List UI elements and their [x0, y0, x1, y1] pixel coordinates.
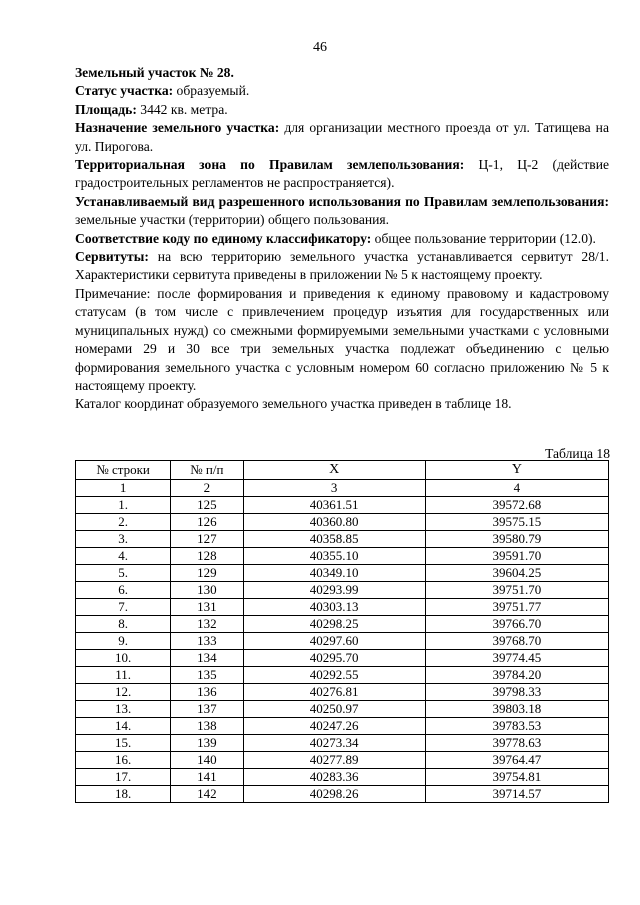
- cell-y: 39754.81: [425, 769, 608, 786]
- table-row: [76, 701, 609, 718]
- table-row: [76, 633, 609, 650]
- cell-y: 39764.47: [425, 752, 608, 769]
- cell-pp-number: 127: [171, 531, 243, 548]
- plot-description: [75, 64, 609, 414]
- table-row: [76, 684, 609, 701]
- area-label: Площадь:: [75, 101, 137, 117]
- cell-x: 40276.81: [243, 684, 425, 701]
- cell-x: 40247.26: [243, 718, 425, 735]
- cell-row-number: 17.: [76, 769, 171, 786]
- cell-x: 40349.10: [243, 565, 425, 582]
- cell-pp-number: 133: [171, 633, 243, 650]
- column-number: 3: [243, 480, 425, 497]
- cell-row-number: 2.: [76, 514, 171, 531]
- plot-zone: [75, 156, 609, 193]
- cell-y: 39604.25: [425, 565, 608, 582]
- cell-y: 39575.15: [425, 514, 608, 531]
- cell-x: 40297.60: [243, 633, 425, 650]
- table-row: [76, 582, 609, 599]
- header-x: X: [243, 461, 425, 480]
- header-y: Y: [425, 461, 608, 480]
- coordinates-table: [75, 460, 609, 803]
- table-row: [76, 514, 609, 531]
- cell-y: 39778.63: [425, 735, 608, 752]
- cell-row-number: 18.: [76, 786, 171, 803]
- cell-x: 40298.26: [243, 786, 425, 803]
- plot-catalog: Каталог координат образуемого земельного участка приведен в таблице 18.: [75, 396, 512, 412]
- cell-pp-number: 140: [171, 752, 243, 769]
- cell-pp-number: 135: [171, 667, 243, 684]
- cell-pp-number: 126: [171, 514, 243, 531]
- table-row: [76, 650, 609, 667]
- cell-pp-number: 128: [171, 548, 243, 565]
- cell-y: 39714.57: [425, 786, 608, 803]
- cell-y: 39572.68: [425, 497, 608, 514]
- cell-row-number: 14.: [76, 718, 171, 735]
- cell-row-number: 1.: [76, 497, 171, 514]
- cell-row-number: 7.: [76, 599, 171, 616]
- cell-row-number: 9.: [76, 633, 171, 650]
- cell-x: 40293.99: [243, 582, 425, 599]
- cell-pp-number: 131: [171, 599, 243, 616]
- cell-y: 39591.70: [425, 548, 608, 565]
- cell-y: 39784.20: [425, 667, 608, 684]
- cell-row-number: 12.: [76, 684, 171, 701]
- table-row: [76, 735, 609, 752]
- table-row: [76, 531, 609, 548]
- cell-y: 39774.45: [425, 650, 608, 667]
- cell-x: 40298.25: [243, 616, 425, 633]
- plot-classifier: [75, 230, 609, 248]
- servitude-value: на всю территорию земельного участка устанавливается сервитут 28/1. Характеристики сервитута приведены в приложении № 5 к настоящему проекту.: [75, 249, 609, 283]
- plot-title-text: Земельный участок № 28.: [75, 65, 234, 80]
- use-value: земельные участки (территории) общего пользования.: [75, 212, 390, 228]
- table-row: [76, 599, 609, 616]
- table-row: [76, 718, 609, 735]
- table-row: [76, 497, 609, 514]
- cell-x: 40283.36: [243, 769, 425, 786]
- status-label: Статус участка:: [75, 83, 174, 99]
- cell-row-number: 4.: [76, 548, 171, 565]
- cell-pp-number: 136: [171, 684, 243, 701]
- table-column-number-row: [76, 480, 609, 497]
- header-row-number: № строки: [76, 461, 171, 480]
- servitude-label: Сервитуты:: [75, 249, 149, 265]
- cell-x: 40303.13: [243, 599, 425, 616]
- cell-pp-number: 141: [171, 769, 243, 786]
- plot-title: [75, 64, 609, 82]
- cell-row-number: 5.: [76, 565, 171, 582]
- cell-x: 40250.97: [243, 701, 425, 718]
- cell-y: 39798.33: [425, 684, 608, 701]
- table-row: [76, 769, 609, 786]
- column-number: 1: [76, 480, 171, 497]
- cell-x: 40273.34: [243, 735, 425, 752]
- cell-pp-number: 134: [171, 650, 243, 667]
- cell-x: 40292.55: [243, 667, 425, 684]
- cell-pp-number: 130: [171, 582, 243, 599]
- cell-y: 39580.79: [425, 531, 608, 548]
- cell-row-number: 16.: [76, 752, 171, 769]
- cell-row-number: 10.: [76, 650, 171, 667]
- cell-pp-number: 125: [171, 497, 243, 514]
- table-row: [76, 752, 609, 769]
- cell-pp-number: 138: [171, 718, 243, 735]
- cell-y: 39783.53: [425, 718, 608, 735]
- status-value: образуемый.: [173, 83, 250, 99]
- purpose-label: Назначение земельного участка:: [75, 120, 280, 136]
- cell-pp-number: 142: [171, 786, 243, 803]
- cell-x: 40295.70: [243, 650, 425, 667]
- area-value: 3442 кв. метра.: [136, 101, 228, 117]
- cell-x: 40361.51: [243, 497, 425, 514]
- use-label: Устанавливаемый вид разрешенного использования по Правилам землепользования:: [75, 193, 609, 209]
- cell-row-number: 11.: [76, 667, 171, 684]
- cell-y: 39803.18: [425, 701, 608, 718]
- plot-area: [75, 101, 609, 119]
- table-row: [76, 667, 609, 684]
- cell-row-number: 13.: [76, 701, 171, 718]
- cell-row-number: 15.: [76, 735, 171, 752]
- plot-servitude: [75, 248, 609, 285]
- table-row: [76, 616, 609, 633]
- cell-row-number: 8.: [76, 616, 171, 633]
- cell-row-number: 3.: [76, 531, 171, 548]
- cell-x: 40358.85: [243, 531, 425, 548]
- plot-status: [75, 82, 609, 100]
- plot-purpose: [75, 119, 609, 156]
- table-row: [76, 565, 609, 582]
- cell-x: 40360.80: [243, 514, 425, 531]
- table-body: [76, 497, 609, 803]
- cell-x: 40277.89: [243, 752, 425, 769]
- cell-y: 39751.77: [425, 599, 608, 616]
- purpose-value: для организации местного проезда от ул. Татищева на ул. Пирогова.: [75, 120, 609, 154]
- cell-pp-number: 132: [171, 616, 243, 633]
- classifier-value: общее пользование территории (12.0).: [371, 230, 596, 246]
- table-row: [76, 786, 609, 803]
- classifier-label: Соответствие коду по единому классификатору:: [75, 230, 372, 246]
- column-number: 4: [425, 480, 608, 497]
- cell-row-number: 6.: [76, 582, 171, 599]
- cell-y: 39766.70: [425, 616, 608, 633]
- header-pp-number: № п/п: [171, 461, 243, 480]
- column-number: 2: [171, 480, 243, 497]
- plot-use: [75, 193, 609, 230]
- table-header-row: [76, 461, 609, 480]
- cell-pp-number: 129: [171, 565, 243, 582]
- cell-y: 39751.70: [425, 582, 608, 599]
- table-caption: Таблица 18: [545, 446, 610, 461]
- table-row: [76, 548, 609, 565]
- cell-pp-number: 137: [171, 701, 243, 718]
- cell-x: 40355.10: [243, 548, 425, 565]
- plot-note: Примечание: после формирования и приведения к единому правовому и кадастровому статусам (в том числе с привлечением процедур изъятия для государственных или муниципальных нужд) со смежными формируемыми земельными участками с условными номерами 29 и 30 все три земельных участка подлежат объединению с целью формирования земельного участка с условным номером 60 согласно приложению № 5 к настоящему проекту.: [75, 285, 609, 393]
- page-number: 46: [313, 40, 327, 55]
- zone-value: Ц-1, Ц-2 (действие градостроительных регламентов не распространяется).: [75, 157, 610, 191]
- zone-label: Территориальная зона по Правилам землепользования:: [75, 157, 465, 173]
- cell-pp-number: 139: [171, 735, 243, 752]
- cell-y: 39768.70: [425, 633, 608, 650]
